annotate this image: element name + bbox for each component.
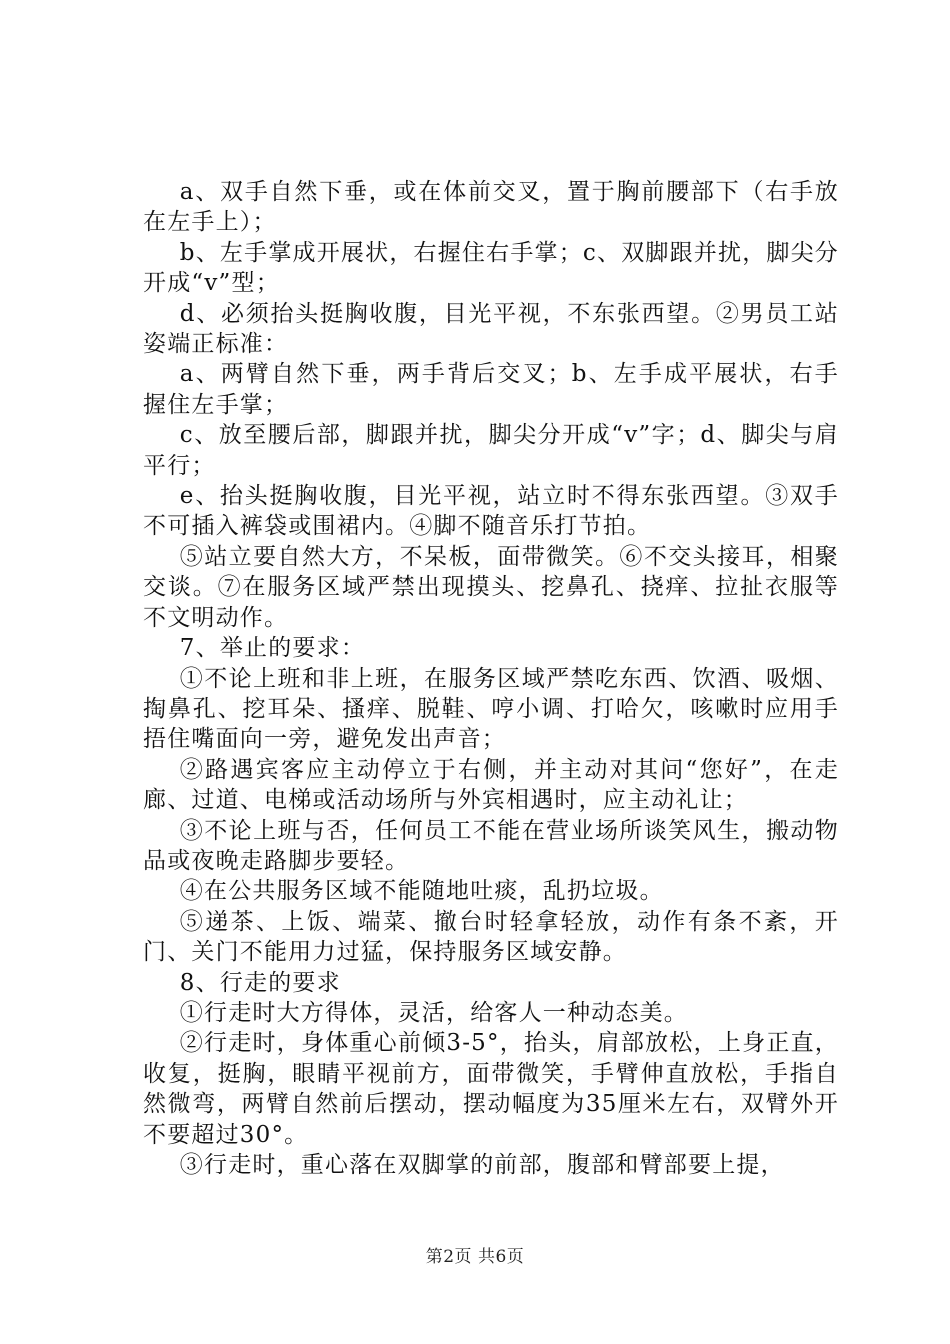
paragraph-6: e、抬头挺胸收腹，目光平视，站立时不得东张西望。③双手不可插入裤袋或围裙内。④脚不随音乐打节拍。: [143, 483, 839, 540]
paragraph-16: ②行走时，身体重心前倾3-5°，抬头，肩部放松，上身正直，收复，挺胸，眼睛平视前方，面带微笑，手臂伸直放松，手指自然微弯，两臂自然前后摆动，摆动幅度为35厘米左右，双臂外开不要超过30°。: [143, 1030, 839, 1148]
section-heading-8: 8、行走的要求: [179, 969, 341, 996]
paragraph-11: ③不论上班与否，任何员工不能在营业场所谈笑风生，搬动物品或夜晚走路脚步要轻。: [143, 817, 839, 874]
page-number-footer: 第2页 共6页: [425, 1247, 525, 1267]
paragraph-17: ③行走时，重心落在双脚掌的前部，腹部和臂部要上提，: [179, 1152, 785, 1178]
paragraph-10: ②路遇宾客应主动停立于右侧，并主动对其问“您好”，在走廊、过道、电梯或活动场所与外宾相遇时，应主动礼让；: [143, 756, 839, 814]
paragraph-9: ①不论上班和非上班，在服务区域严禁吃东西、饮酒、吸烟、掏鼻孔、挖耳朵、搔痒、脱鞋、哼小调、打哈欠，咳嗽时应用手捂住嘴面向一旁，避免发出声音；: [143, 665, 839, 753]
paragraph-4: a、两臂自然下垂，两手背后交叉；b、左手成平展状，右手握住左手掌；: [143, 361, 839, 418]
paragraph-2: b、左手掌成开展状，右握住右手掌；c、双脚跟并扰，脚尖分开成“v”型；: [143, 239, 840, 297]
paragraph-1: a、双手自然下垂，或在体前交叉，置于胸前腰部下（右手放在左手上）；: [143, 179, 839, 236]
paragraph-7: ⑤站立要自然大方，不呆板，面带微笑。⑥不交头接耳，相聚交谈。⑦在服务区域严禁出现摸头、挖鼻孔、挠痒、拉扯衣服等不文明动作。: [143, 543, 839, 631]
section-heading-7: 7、举止的要求：: [179, 635, 366, 662]
paragraph-12: ④在公共服务区域不能随地吐痰，乱扔垃圾。: [179, 878, 664, 905]
paragraph-15: ①行走时大方得体，灵活，给客人一种动态美。: [179, 999, 688, 1026]
paragraph-5: c、放至腰后部，脚跟并扰，脚尖分开成“v”字；d、脚尖与肩平行；: [143, 422, 839, 479]
paragraph-13: ⑤递茶、上饭、端菜、撤台时轻拿轻放，动作有条不紊，开门、关门不能用力过猛，保持服务区域安静。: [143, 908, 839, 966]
document-body: [143, 177, 839, 1180]
paragraph-3: d、必须抬头挺胸收腹，目光平视，不东张西望。②男员工站姿端正标准：: [143, 300, 839, 358]
